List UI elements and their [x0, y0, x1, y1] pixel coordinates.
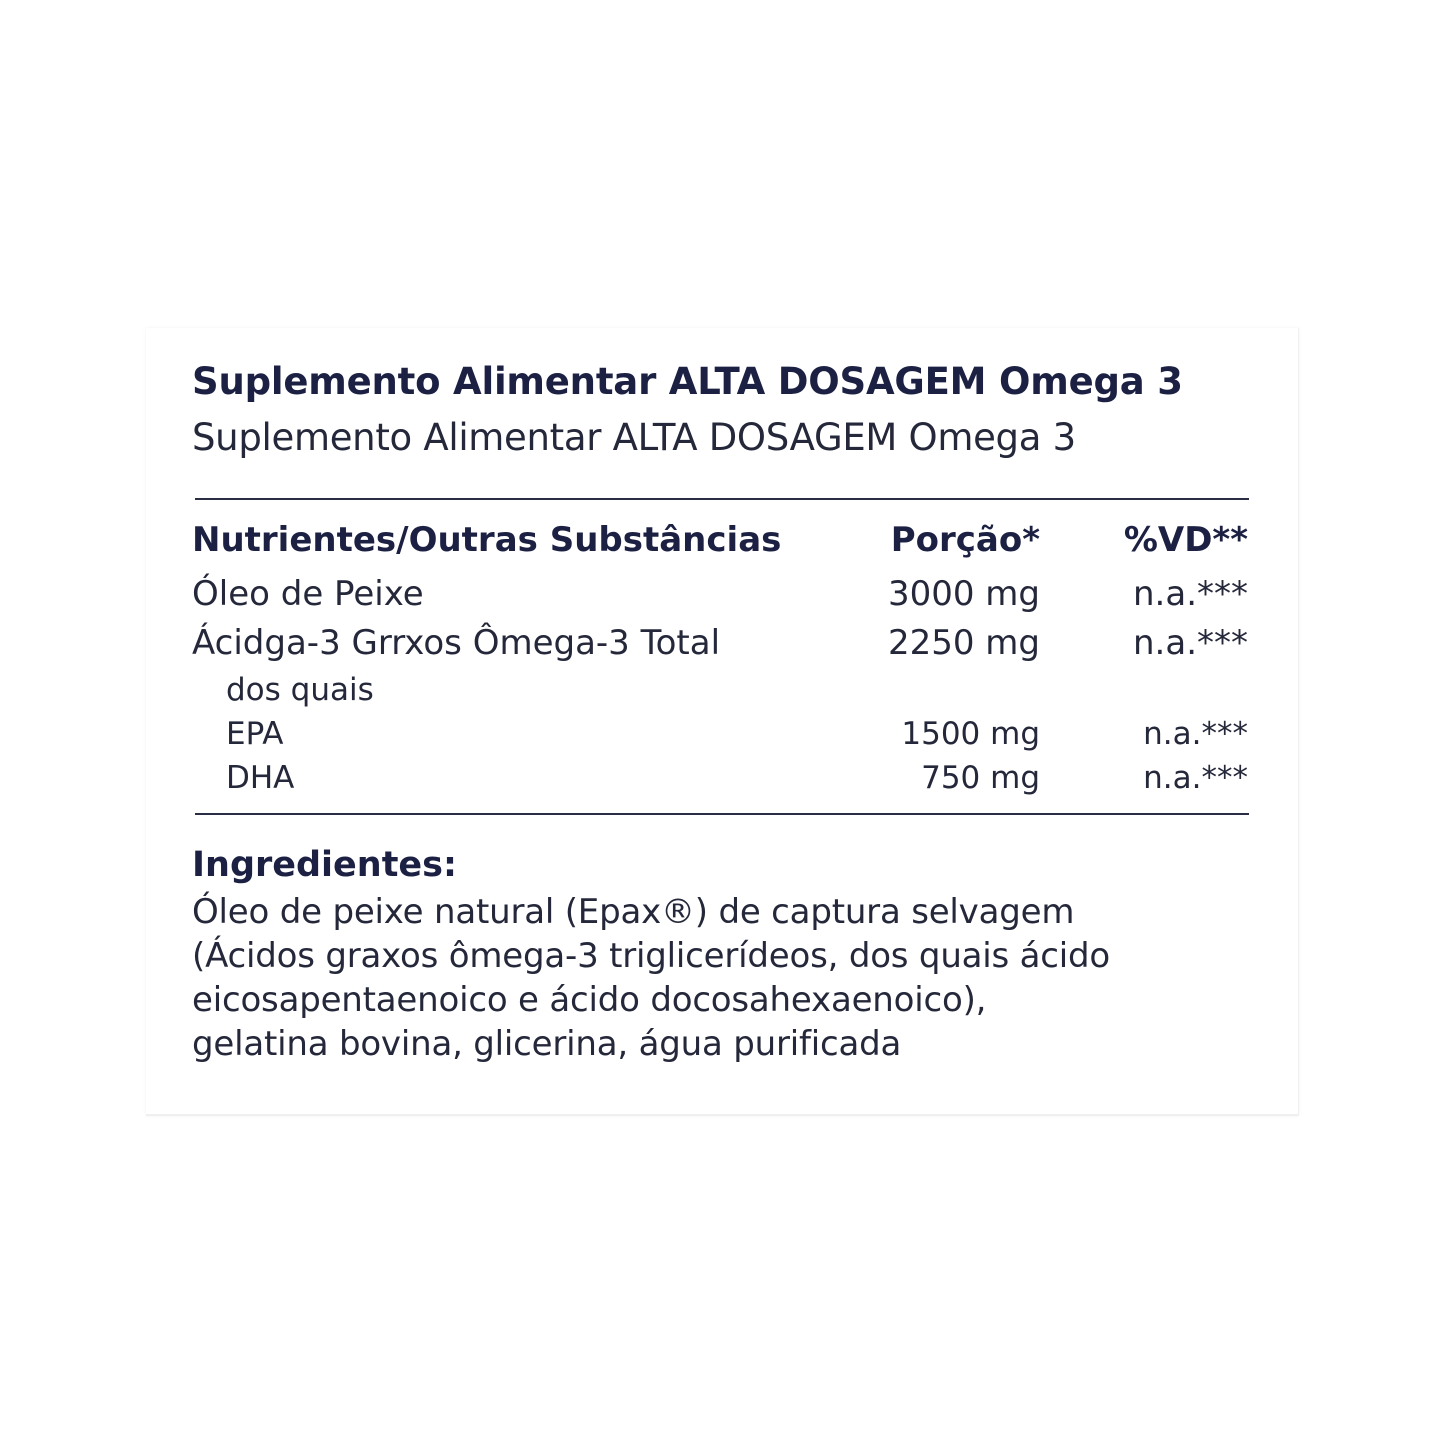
table-row	[192, 760, 1248, 806]
label-title: Suplemento Alimentar ALTA DOSAGEM Omega 3	[192, 360, 1183, 403]
nutrient-name: EPA	[226, 716, 284, 752]
nutrient-daily-value: n.a.***	[1143, 760, 1248, 796]
nutrient-name: DHA	[226, 760, 295, 796]
label-subtitle: Suplemento Alimentar ALTA DOSAGEM Omega 3	[192, 416, 1076, 459]
ingredients-line: Óleo de peixe natural (Epax®) de captura selvagem	[192, 892, 1075, 932]
nutrient-subheading: dos quais	[226, 672, 374, 708]
header-daily-value: %VD**	[1123, 520, 1248, 560]
header-nutrients: Nutrientes/Outras Substâncias	[192, 520, 782, 560]
table-top-rule	[195, 498, 1249, 500]
ingredients-line: eicosapentaenoico e ácido docosahexaenoico),	[192, 980, 987, 1020]
table-header-row	[192, 520, 1248, 566]
ingredients-heading: Ingredientes:	[192, 845, 457, 885]
table-row	[192, 623, 1248, 669]
table-row	[192, 716, 1248, 762]
nutrient-portion: 750 mg	[921, 760, 1040, 796]
nutrient-portion: 1500 mg	[901, 716, 1040, 752]
header-portion: Porção*	[890, 520, 1040, 560]
nutrient-daily-value: n.a.***	[1143, 716, 1248, 752]
nutrient-portion: 2250 mg	[887, 623, 1040, 663]
nutrient-daily-value: n.a.***	[1133, 623, 1248, 663]
nutrient-daily-value: n.a.***	[1133, 574, 1248, 614]
nutrient-name: Óleo de Peixe	[192, 574, 424, 614]
nutrient-name: Ácidga-3 Grrxos Ômega-3 Total	[192, 623, 721, 663]
table-row	[192, 672, 1248, 718]
nutrient-portion: 3000 mg	[887, 574, 1040, 614]
table-row	[192, 574, 1248, 620]
table-bottom-rule	[195, 813, 1249, 815]
ingredients-line: gelatina bovina, glicerina, água purificada	[192, 1024, 902, 1064]
ingredients-line: (Ácidos graxos ômega-3 triglicerídeos, dos quais ácido	[192, 936, 1111, 976]
